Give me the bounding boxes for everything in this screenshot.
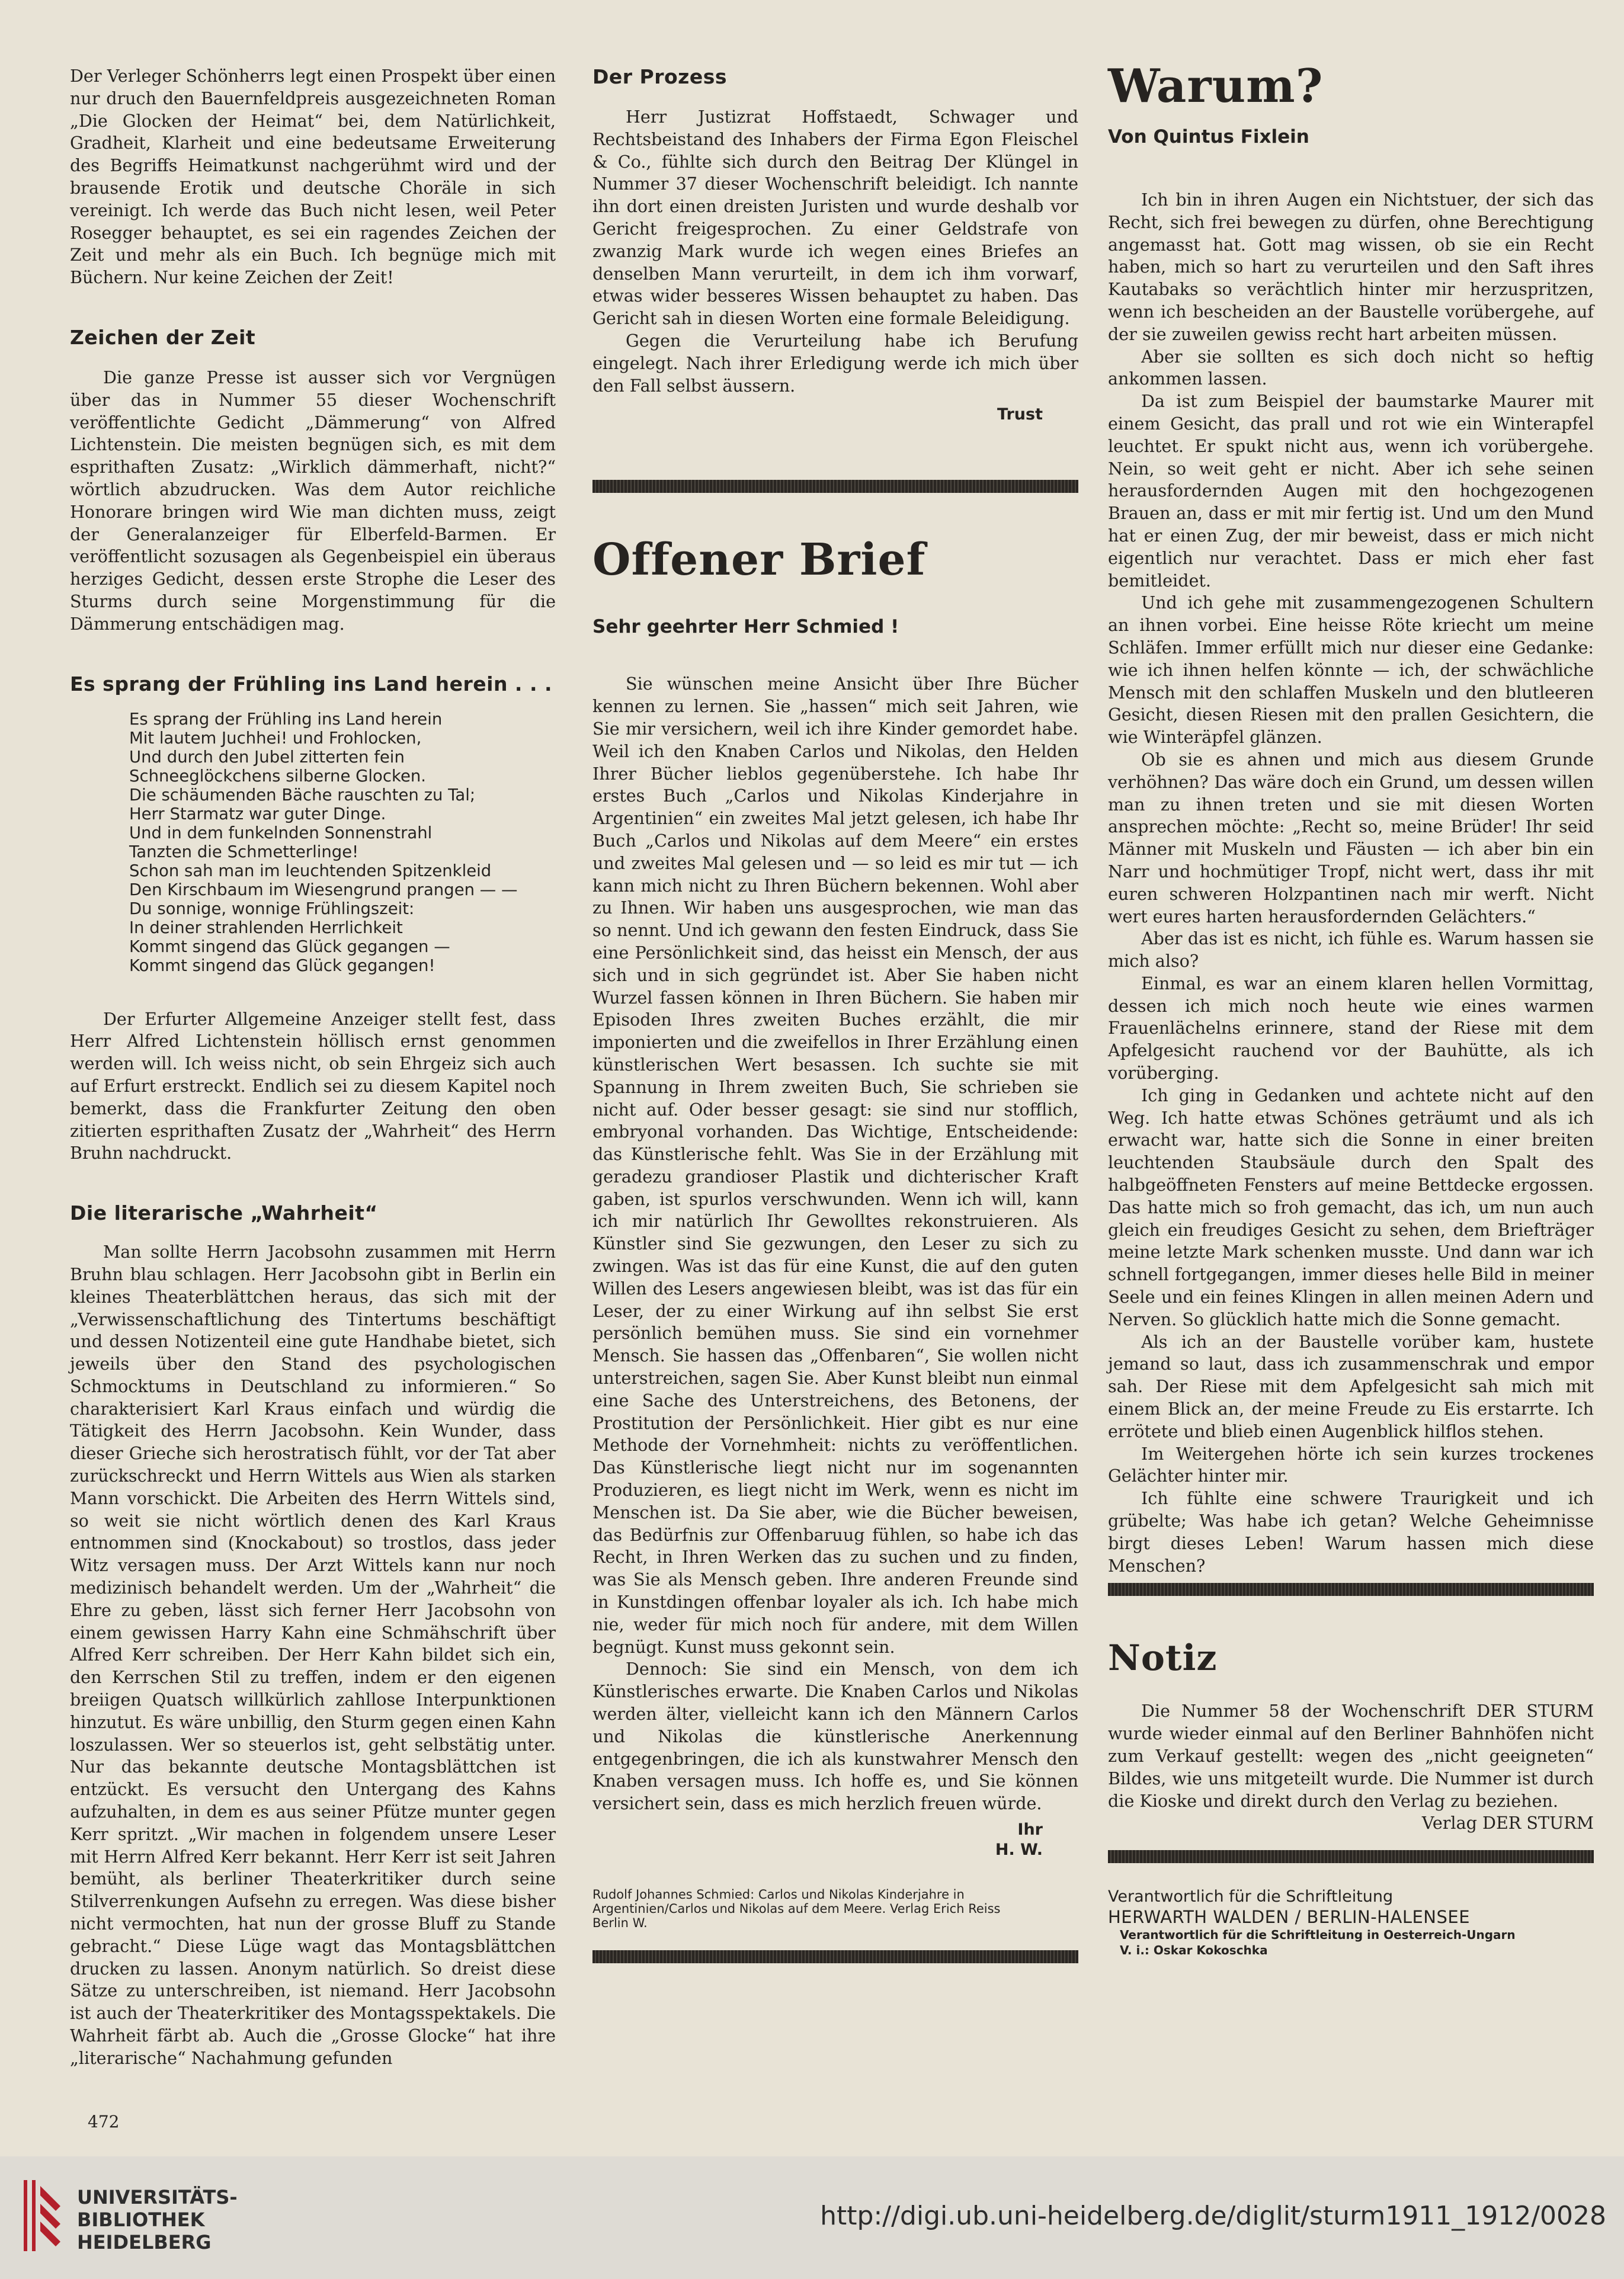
footnote-schmied: Rudolf Johannes Schmied: Carlos und Nikolas Kinderjahre in Argentinien/Carlos und Nikolas auf dem Meere. Verlag Erich Reiss Berlin W. (592, 1887, 1001, 1930)
paragraph-warum-3: Da ist zum Beispiel der baumstarke Maurer mit einem Gesicht, das prall und rot wie ein Winterapfel leuchtet. Er spukt nicht aus, wenn ich vorübergehe. Nein, so weit geht er nicht. Aber ich sehe seinen herausfordernden Augen mit den hochgezogenen Brauen an, dass er mit mir fertig ist. Und um den Mund hat er einen Zug, der mir beweist, dass er mich nicht eigentlich nur verachtet. Dass er mich eher fast bemitleidet. (1108, 391, 1594, 591)
heading-offener-brief: Offener Brief (592, 534, 926, 586)
paragraph-erfurter: Der Erfurter Allgemeine Anzeiger stellt fest, dass Herr Alfred Lichtenstein höllisch ernst genommen werden will. Ich weiss nicht, ob sein Ehrgeiz sich auch auf Erfurt erstreckt. Endlich sei zu diesem Kapitel noch bemerkt, dass die Frankfurter Zeitung den oben zitierten esprithaften Zusatz der „Wahrheit“ des Herrn Bruhn nachdruckt. (70, 1008, 556, 1163)
column-left (70, 65, 556, 2070)
imprint-austria: Verantwortlich für die Schriftleitung in Oesterreich-Ungarn (1120, 1928, 1516, 1943)
imprint-editor: HERWARTH WALDEN / BERLIN-HALENSEE (1108, 1907, 1471, 1928)
institution-name: UNIVERSITÄTS- BIBLIOTHEK HEIDELBERG (77, 2186, 238, 2254)
paragraph-notiz: Die Nummer 58 der Wochenschrift DER STURM wurde wieder einmal auf den Berliner Bahnhöfen nicht zum Verkauf gestellt: wegen des „nicht geeigneten“ Bildes, wie uns mitgeteilt wurde. Die Nummer ist durch die Kioske und direkt durch den Verlag zu beziehen. (1108, 1701, 1594, 1811)
poem-text: Es sprang der Frühling ins Land herein Mit lautem Juchhei! und Frohlocken, Und durch den Jubel zitterten fein Schneeglöckchens silberne Glocken. Die schäumenden Bäche rauschten zu Tal; Herr Starmatz war guter Dinge. Und in dem funkelnden Sonnenstrahl Tanzten die Schmetterlinge! Schon sah man im leuchtenden Spitzenkleid Den Kirschbaum im Wiesengrund prangen — — Du sonnige, wonnige Frühlingszeit: In deiner strahlenden Herrlichkeit Kommt singend das Glück gegangen — Kommt singend das Glück gegangen! (129, 709, 518, 975)
paragraph-schoenherr: Der Verleger Schönherrs legt einen Prospekt über einen nur druch den Bauernfeldpreis ausgezeichneten Roman „Die Glocken der Heimat“ bei, dem Natürlichkeit, Gradheit, Klarheit und eine bedeutsame Erweiterung des Begriffs Heimatkunst nachgerühmt wird und der brausende Erotik und deutsche Choräle in sich vereinigt. Ich werde das Buch nicht lesen, weil Peter Rosegger behauptet, es sei ein ragendes Zeichen der Zeit und mehr als ein Buch. Ich begnüge mich mit Büchern. Nur keine Zeichen der Zeit! (70, 66, 556, 288)
paragraph-warum-10: Im Weitergehen hörte ich sein kurzes trockenes Gelächter hinter mir. (1108, 1443, 1594, 1486)
divider-rule (1108, 1850, 1594, 1863)
heading-zeichen-der-zeit: Zeichen der Zeit (70, 325, 256, 349)
paragraph-warum-9: Als ich an der Baustelle vorüber kam, hustete jemand so laut, dass ich zusammenschrak und empor sah. Der Riese mit dem Apfelgesicht sah mich mit einem Blick an, der meine Freude zu Eis erstarrte. Ich errötete und blieb einen Augenblick hilflos stehen. (1108, 1331, 1594, 1441)
poem-title: Es sprang der Frühling ins Land herein . . . (70, 672, 553, 695)
heading-literarische-wahrheit: Die literarische „Wahrheit“ (70, 1201, 378, 1225)
paragraph-warum-4: Und ich gehe mit zusammengezogenen Schultern an ihnen vorbei. Eine heisse Röte kriecht um meine Schläfen. Immer erfüllt mich nur dieser eine Gedanke: wie ich ihnen helfen könnte — ich, der schwächliche Mensch mit den schlaffen Muskeln und den blutleeren Gesicht, diesen Riesen mit den prallen Gesichtern, die wie Winteräpfel glänzen. (1108, 592, 1594, 748)
column-right (1108, 59, 1594, 1958)
signature-trust: Trust (997, 405, 1043, 424)
paragraph-jacobsohn: Man sollte Herrn Jacobsohn zusammen mit Herrn Bruhn blau schlagen. Herr Jacobsohn gibt in Berlin ein kleines Theaterblättchen heraus, das sich mit der „Verwissenschaftlichung des Tintertums beschäftigt und dessen Notizenteil eine gute Handhabe bietet, sich jeweils über den Stand des psychologischen Schmocktums in Deutschland zu informieren.“ So charakterisiert Karl Kraus einfach und würdig die Tätigkeit des Herrn Jacobsohn. Kein Wunder, dass dieser Grieche sich herostratisch fühlt, vor der Tat aber zurückschreckt und Herrn Wittels aus Wien als starken Mann vorschickt. Die Arbeiten des Herrn Wittels sind, so weit sie nicht wörtlich denen des Karl Kraus entnommen sind (Knockabout) so trostlos, dass jeder Witz versagen muss. Der Arzt Wittels kann nur noch medizinisch behandelt werden. Um der „Wahrheit“ die Ehre zu geben, lässt sich ferner Herr Jacobsohn von einem gewissen Harry Kahn eine Schmähschrift über Alfred Kerr schreiben. Der Herr Kahn bildet sich ein, den Kerrschen Stil zu treffen, indem er den eigenen breiigen Quatsch willkürlich zahllose Interpunktionen hinzutut. Es wäre unbillig, den Sturm gegen einen Kahn loszulassen. Wer so steuerlos ist, geht selbstätig unter. Nur das bekannte deutsche Montagsblättchen ist entzückt. Es versucht den Untergang des Kahns aufzuhalten, in dem es aus seiner Pfütze munter gegen Kerr spritzt. „Wir machen in folgendem unsere Leser mit Herrn Alfred Kerr bekannt. Herr Kerr ist seit Jahren bemüht, als berliner Theaterkritiker durch seine Stilverrenkungen Aufsehn zu erregen. Was diese bisher nicht vermochten, hat nun der grosse Bluff zu Stande gebracht.“ Diese Lüge wagt das Montagsblättchen drucken zu lassen. Anonym natürlich. So dreist diese Sätze zu unterschreiben, ist niemand. Herr Jacobsohn ist auch der Theaterkritiker des Montagsspektakels. Die Wahrheit färbt ab. Auch die „Grosse Glocke“ hat ihre „literarische“ Nachahmung gefunden (70, 1242, 556, 2068)
heading-der-prozess: Der Prozess (592, 65, 728, 88)
imprint-label: Verantwortlich für die Schriftleitung (1108, 1887, 1394, 1906)
column-middle (592, 65, 1078, 1963)
divider-rule (592, 1950, 1078, 1963)
byline: Von Quintus Fixlein (1108, 126, 1309, 148)
paragraph-warum-2: Aber sie sollten es sich doch nicht so heftig ankommen lassen. (1108, 346, 1594, 389)
paragraph-berufung: Gegen die Verurteilung habe ich Berufung eingelegt. Nach ihrer Erledigung werde ich mich über den Fall selbst äussern. (592, 330, 1078, 396)
source-url[interactable]: http://digi.ub.uni-heidelberg.de/diglit/sturm1911_1912/0028 (820, 2201, 1606, 2231)
heading-notiz: Notiz (1108, 1637, 1218, 1679)
divider-rule (1108, 1583, 1594, 1596)
page-number: 472 (88, 2112, 120, 2131)
paragraph-warum-1: Ich bin in ihren Augen ein Nichtstuer, der sich das Recht, sich frei bewegen zu dürfen, ohne Berechtigung angemasst hat. Gott mag wissen, ob sie ein Recht haben, mich so hart zu verurteilen und den Saft ihres Kautabaks so verächtlich hinter mir herzuspritzen, wenn ich bescheiden an der Baustelle vorübergehe, auf der sie zuweilen gewiss recht hart arbeiten müssen. (1108, 190, 1594, 344)
heading-warum: Warum? (1108, 59, 1324, 113)
paragraph-warum-11: Ich fühlte eine schwere Traurigkeit und ich grübelte; Was habe ich getan? Welche Geheimnisse birgt dieses Leben! Warum hassen mich diese Menschen? (1108, 1488, 1594, 1576)
paragraph-presse: Die ganze Presse ist ausser sich vor Vergnügen über das in Nummer 55 dieser Wochenschrift veröffentlichte Gedicht „Dämmerung“ von Alfred Lichtenstein. Die meisten begnügen sich, es mit dem esprithaften Zusatz: „Wirklich dämmerhaft, nicht?“ wörtlich abzudrucken. Was dem Autor reichliche Honorare bringen wird Wie man dichten muss, zeigt der Generalanzeiger für Elberfeld-Barmen. Er veröffentlicht sozusagen als Gegenbeispiel ein überaus herziges Gedicht, dessen erste Strophe die Leser des Sturms durch seine Morgenstimmung für die Dämmerung entschädigen mag. (70, 367, 556, 634)
paragraph-dennoch: Dennoch: Sie sind ein Mensch, von dem ich Künstlerisches erwarte. Die Knaben Carlos und Nikolas werden älter, vielleicht kann ich den Männern Carlos und Nikolas die künstlerische Anerkennung entgegenbringen, die ich als kunstwahrer Mensch den Knaben versagen muss. Ich hoffe es, und Sie können versichert sein, dass es mich herzlich freuen würde. (592, 1659, 1078, 1814)
paragraph-warum-8: Ich ging in Gedanken und achtete nicht auf den Weg. Ich hatte etwas Schönes geträumt und als ich erwacht war, hatte sich die Sonne in einer breiten leuchtenden Staubsäule durch den Spalt des halbgeöffneten Fensters auf meine Bettdecke ergossen. Das hatte mich so froh gemacht, das ich, um nun auch gleich ein freudiges Gesicht zu sehen, dem Briefträger meine letzte Mark schenken musste. Und dann war ich schnell fortgegangen, immer dieses helle Bild in meiner Seele und ein feines Klingen in allen meinen Adern und Nerven. So glücklich hatte mich die Sonne gemacht. (1108, 1085, 1594, 1329)
paragraph-warum-6: Aber das ist es nicht, ich fühle es. Warum hassen sie mich also? (1108, 928, 1594, 972)
signature-hw: Ihr H. W. (995, 1820, 1043, 1859)
university-logo-icon (19, 2180, 62, 2251)
divider-rule (592, 480, 1078, 493)
paragraph-warum-7: Einmal, es war an einem klaren hellen Vormittag, dessen ich mich noch heute wie eines warmen Frauenlächelns erinnere, stand der Riese mit dem Apfelgesicht rauchend vor der Bauhütte, als ich vorüberging. (1108, 973, 1594, 1084)
library-footer (0, 2156, 1624, 2279)
paragraph-brief: Sie wünschen meine Ansicht über Ihre Bücher kennen zu lernen. Sie „hassen“ mich seit Jahren, wie Sie mir versichern, weil ich ihre Kinder gemordet habe. Weil ich den Knaben Carlos und Nikolas, den Helden Ihrer Bücher lieblos gegenüberstehe. Ich habe Ihr erstes Buch „Carlos und Nikolas Kinderjahre in Argentinien“ ein zweites Mal jetzt gelesen, ich habe Ihr Buch „Carlos und Nikolas auf dem Meere“ ein erstes und zweites Mal gelesen und — so leid es mir tut — ich kann mich nicht zu Ihren Büchern bekennen. Wohl aber zu Ihnen. Wir haben uns ausgesprochen, wie man das so nennt. Und ich gewann den festen Eindruck, dass Sie eine Persönlichkeit sind, das heisst ein Mensch, der aus sich und in sich gegründet ist. Aber Sie haben nicht Wurzel fassen können in Ihren Büchern. Sie haben mir Episoden Ihres zweiten Buches erzählt, die mir imponierten und die zweifellos in Ihrer Erzählung einen künstlerischen Wert besassen. Ich suchte sie mit Spannung in Ihrem zweiten Buch, Sie schrieben sie nicht auf. Oder besser gesagt: sie sind nur stofflich, embryonal vorhanden. Das Wichtige, Entscheidende: das Künstlerische fehlt. Was Sie in der Erzählung mit geradezu grandioser Plastik und dichterischer Kraft gaben, ist spurlos verschwunden. Wenn ich will, kann ich mir natürlich Ihr Gewolltes rekonstruieren. Als Künstler sind Sie gezwungen, den Leser zu sich zu zwingen. Was ist das für eine Kunst, die auf den guten Willen des Lesers angewiesen bleibt, was ist das für ein Leser, der zu einer Wirkung auf ihn selbst Sie erst persönlich bemühen muss. Sie sind ein vornehmer Mensch. Sie hassen das „Offenbaren“, Sie wollen nicht unterstreichen, sagen Sie. Aber Kunst bleibt nun einmal eine Sache des Unterstreichens, des Betonens, der Prostitution der Persönlichkeit. Hier gibt es nur eine Methode der Vornehmheit: nichts zu veröffentlichen. Das Künstlerische liegt nicht nur im sogenannten Produzieren, es liegt nicht im Werk, wenn es nicht im Menschen ist. Da Sie aber, wie die Bücher beweisen, das Bedürfnis zur Offenbaruug fühlen, so habe ich das Recht, in Ihren Werken das zu suchen und zu finden, was Sie als Mensch geben. Ihre anderen Freunde sind in Kunstdingen offenbar loyaler als ich. Ich habe mich nie, weder für mich noch für andere, mit dem Willen begnügt. Kunst muss gekonnt sein. (592, 674, 1078, 1657)
imprint-kokoschka: V. i.: Oskar Kokoschka (1120, 1943, 1268, 1958)
paragraph-warum-5: Ob sie es ahnen und mich aus diesem Grunde verhöhnen? Das wäre doch ein Grund, um dessen willen man zu ihnen treten und sie mit diesen Worten ansprechen möchte: „Recht so, meine Brüder! Ihr seid Männer mit Muskeln und Fäusten — ich aber bin ein Narr und hochmütiger Tropf, nicht wert, dass ihr mit euren schweren Holzpantinen nach mir werft. Nicht wert eures harten herausfordernden Gelächters.“ (1108, 749, 1594, 927)
signature-verlag: Verlag DER STURM (1421, 1813, 1594, 1834)
letter-salutation: Sehr geehrter Herr Schmied ! (592, 616, 899, 638)
paragraph-prozess: Herr Justizrat Hoffstaedt, Schwager und Rechtsbeistand des Inhabers der Firma Egon Fleischel & Co., fühlte sich durch den Beitrag Der Klüngel in Nummer 37 dieser Wochenschrift beleidigt. Ich nannte ihn dort einen dreisten Juristen und wurde deshalb vor Gericht freigesprochen. Zu einer Geldstrafe von zwanzig Mark wurde ich wegen eines Briefes an denselben Mann verurteilt, in dem ich ihm vorwarf, etwas wider besseres Wissen behauptet zu haben. Das Gericht sah in diesen Worten eine formale Beleidigung. (592, 107, 1078, 329)
